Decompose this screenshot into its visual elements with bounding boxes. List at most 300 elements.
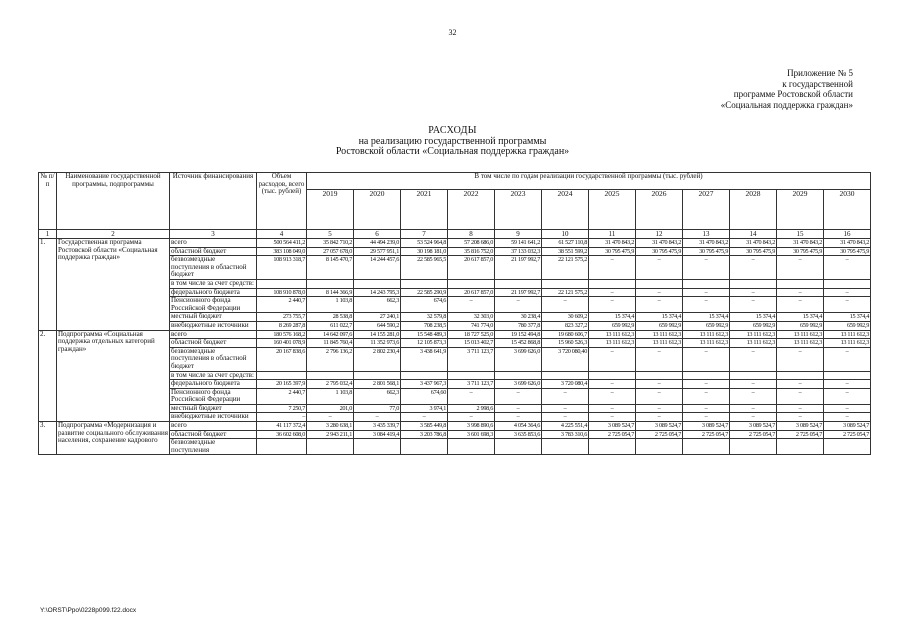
year-amount: – — [824, 288, 871, 297]
total-amount: 108 913 318,7 — [257, 256, 307, 280]
year-amount: 644 590,2 — [354, 321, 401, 330]
year-amount: – — [589, 380, 636, 389]
year-amount: – — [683, 297, 730, 313]
year-amount: 13 111 612,3 — [636, 339, 683, 348]
year-amount: 31 470 843,2 — [824, 239, 871, 248]
year-amount: 30 795 475,9 — [636, 247, 683, 256]
year-amount: 8 145 470,7 — [307, 256, 354, 280]
year-amount: – — [683, 404, 730, 413]
year-amount: 1 103,8 — [307, 388, 354, 404]
year-amount: 674,60 — [401, 388, 448, 404]
page-number: 32 — [448, 28, 457, 37]
year-amount: – — [824, 297, 871, 313]
year-amount: 201,0 — [307, 404, 354, 413]
section-name: Подпрограмма «Социальная поддержка отдельных категорий граждан» — [57, 330, 170, 422]
year-amount: 30 795 475,9 — [683, 247, 730, 256]
year-amount: 2 802 230,4 — [354, 347, 401, 371]
total-amount: 20 167 838,6 — [257, 347, 307, 371]
year-amount: 37 133 032,3 — [495, 247, 542, 256]
column-index: 5 — [307, 230, 354, 239]
column-index: 15 — [777, 230, 824, 239]
year-amount — [401, 279, 448, 288]
year-amount: 15 452 868,8 — [495, 339, 542, 348]
column-index: 6 — [354, 230, 401, 239]
funding-source: областной бюджет — [170, 247, 257, 256]
year-amount: 15 374,4 — [777, 313, 824, 322]
year-amount — [589, 439, 636, 455]
funding-source: федерального бюджета — [170, 288, 257, 297]
year-amount: – — [636, 388, 683, 404]
year-amount — [777, 371, 824, 380]
year-amount — [495, 371, 542, 380]
year-amount — [683, 279, 730, 288]
year-amount: 13 111 612,3 — [636, 330, 683, 339]
year-amount: 31 470 843,2 — [636, 239, 683, 248]
funding-source: Пенсионного фонда Российской Федерации — [170, 388, 257, 404]
year-amount: 3 974,1 — [401, 404, 448, 413]
table-row — [39, 422, 871, 431]
funding-source: внебюджетные источники — [170, 321, 257, 330]
column-index: 2 — [57, 230, 170, 239]
year-amount: 2 725 054,7 — [730, 430, 777, 439]
year-amount: 3 435 339,7 — [354, 422, 401, 431]
year-amount: 30 198 181,0 — [401, 247, 448, 256]
year-amount: 15 374,4 — [683, 313, 730, 322]
year-amount: – — [589, 256, 636, 280]
appendix-line: «Социальная поддержка граждан» — [720, 99, 853, 110]
year-amount: – — [495, 297, 542, 313]
year-amount: – — [448, 413, 495, 422]
year-amount: 15 374,4 — [824, 313, 871, 322]
year-amount: 3 089 524,7 — [824, 422, 871, 431]
year-amount: 29 577 951,1 — [354, 247, 401, 256]
year-amount — [730, 371, 777, 380]
year-amount — [354, 371, 401, 380]
year-amount: – — [777, 297, 824, 313]
year-amount: 14 642 097,6 — [307, 330, 354, 339]
year-header: 2029 — [777, 190, 824, 230]
year-amount — [824, 279, 871, 288]
year-amount: 3 699 626,0 — [495, 347, 542, 371]
year-amount: – — [683, 256, 730, 280]
year-amount: 2 725 054,7 — [824, 430, 871, 439]
year-amount: – — [495, 404, 542, 413]
year-amount: – — [730, 297, 777, 313]
year-amount: 21 197 992,7 — [495, 288, 542, 297]
year-amount: 31 470 843,2 — [683, 239, 730, 248]
column-index: 4 — [257, 230, 307, 239]
year-amount: 13 111 612,3 — [824, 339, 871, 348]
table-row — [39, 239, 871, 248]
year-amount: – — [636, 404, 683, 413]
year-amount: 13 111 612,3 — [730, 330, 777, 339]
year-amount: 3 089 524,7 — [589, 422, 636, 431]
year-amount: 15 548 489,3 — [401, 330, 448, 339]
total-amount — [257, 279, 307, 288]
funding-source: всего — [170, 330, 257, 339]
year-amount: 13 111 612,3 — [683, 330, 730, 339]
year-amount: – — [636, 297, 683, 313]
year-header: 2027 — [683, 190, 730, 230]
year-header: 2025 — [589, 190, 636, 230]
funding-source: в том числе за счет средств: — [170, 279, 257, 288]
year-amount: – — [495, 388, 542, 404]
year-amount: – — [730, 347, 777, 371]
year-amount: 22 585 290,9 — [401, 288, 448, 297]
column-index: 9 — [495, 230, 542, 239]
year-amount: 780 377,8 — [495, 321, 542, 330]
year-amount: 30 795 475,9 — [824, 247, 871, 256]
year-amount: 14 244 457,6 — [354, 256, 401, 280]
year-amount: 53 524 964,8 — [401, 239, 448, 248]
header-row — [39, 173, 871, 190]
year-amount: – — [777, 288, 824, 297]
year-amount: 2 801 568,1 — [354, 380, 401, 389]
header-source: Источник финансирования — [170, 173, 257, 230]
section-name: Государственная программа Ростовской области «Социальная поддержка граждан» — [57, 239, 170, 331]
year-header: 2022 — [448, 190, 495, 230]
year-amount: – — [683, 388, 730, 404]
year-amount: – — [589, 347, 636, 371]
column-index: 3 — [170, 230, 257, 239]
year-amount: – — [542, 297, 589, 313]
year-amount — [636, 279, 683, 288]
year-amount: 4 225 551,4 — [542, 422, 589, 431]
header-no: № п/п — [39, 173, 57, 230]
year-amount: – — [683, 288, 730, 297]
year-amount — [542, 371, 589, 380]
year-amount: – — [636, 256, 683, 280]
year-amount: – — [730, 256, 777, 280]
total-amount: 180 576 168,2 — [257, 330, 307, 339]
year-amount: 19 680 606,7 — [542, 330, 589, 339]
funding-source: местный бюджет — [170, 404, 257, 413]
total-amount: 2 440,7 — [257, 297, 307, 313]
year-amount: 3 084 419,4 — [354, 430, 401, 439]
table-row — [39, 330, 871, 339]
funding-source: в том числе за счет средств: — [170, 371, 257, 380]
year-amount: – — [824, 388, 871, 404]
year-amount: 22 585 965,5 — [401, 256, 448, 280]
year-amount: – — [730, 413, 777, 422]
year-amount: 659 992,9 — [824, 321, 871, 330]
funding-source: Пенсионного фонда Российской Федерации — [170, 297, 257, 313]
column-index: 1 — [39, 230, 57, 239]
year-amount: – — [589, 413, 636, 422]
year-amount: 3 720 080,40 — [542, 347, 589, 371]
year-amount: – — [824, 380, 871, 389]
section-number: 2. — [39, 330, 57, 422]
year-amount: 13 111 612,3 — [683, 339, 730, 348]
header-volume: Объем расходов, всего (тыс. рублей) — [257, 173, 307, 230]
year-amount: – — [730, 404, 777, 413]
year-amount: – — [683, 347, 730, 371]
title-line: на реализацию государственной программы — [358, 135, 547, 147]
year-amount: 57 208 686,0 — [448, 239, 495, 248]
year-amount: – — [401, 413, 448, 422]
funding-source: областной бюджет — [170, 339, 257, 348]
year-amount — [401, 439, 448, 455]
year-amount: – — [448, 388, 495, 404]
year-amount: – — [824, 413, 871, 422]
year-amount: – — [824, 404, 871, 413]
year-amount — [589, 279, 636, 288]
year-amount: – — [542, 413, 589, 422]
year-amount: 3 280 638,1 — [307, 422, 354, 431]
year-amount: 3 089 524,7 — [636, 422, 683, 431]
total-amount: 7 250,7 — [257, 404, 307, 413]
year-amount: – — [777, 380, 824, 389]
year-amount: 3 089 524,7 — [777, 422, 824, 431]
year-amount: 13 111 612,3 — [589, 339, 636, 348]
year-header: 2024 — [542, 190, 589, 230]
year-amount — [636, 439, 683, 455]
year-amount: – — [824, 256, 871, 280]
year-amount — [636, 371, 683, 380]
year-amount: 28 538,8 — [307, 313, 354, 322]
column-index: 7 — [401, 230, 448, 239]
total-amount — [257, 439, 307, 455]
year-amount: 59 141 641,2 — [495, 239, 542, 248]
year-amount: 31 470 843,2 — [589, 239, 636, 248]
year-amount: 11 845 760,4 — [307, 339, 354, 348]
year-amount: – — [542, 388, 589, 404]
total-amount: 500 564 411,2 — [257, 239, 307, 248]
year-amount: 3 585 449,8 — [401, 422, 448, 431]
funding-source: местный бюджет — [170, 313, 257, 322]
year-amount: 3 601 698,3 — [448, 430, 495, 439]
year-amount — [730, 439, 777, 455]
year-amount: 32 303,0 — [448, 313, 495, 322]
funding-source: всего — [170, 239, 257, 248]
appendix-line: Приложение № 5 — [787, 68, 853, 78]
year-amount: – — [636, 288, 683, 297]
total-amount: 2 440,7 — [257, 388, 307, 404]
year-amount: – — [730, 388, 777, 404]
year-amount: 659 992,9 — [683, 321, 730, 330]
year-amount — [401, 371, 448, 380]
year-amount: 659 992,9 — [636, 321, 683, 330]
year-amount: 18 727 525,0 — [448, 330, 495, 339]
year-amount — [542, 439, 589, 455]
year-amount: 15 960 526,3 — [542, 339, 589, 348]
year-amount — [354, 439, 401, 455]
year-amount — [589, 371, 636, 380]
year-amount: 30 609,2 — [542, 313, 589, 322]
year-amount: 3 998 890,6 — [448, 422, 495, 431]
year-amount: 3 783 310,6 — [542, 430, 589, 439]
year-amount: 30 238,4 — [495, 313, 542, 322]
year-amount: 12 105 873,3 — [401, 339, 448, 348]
funding-source: безвозмездные поступления — [170, 439, 257, 455]
year-amount: – — [777, 347, 824, 371]
funding-source: безвозмездные поступления в областной бюджет — [170, 347, 257, 371]
year-amount: 19 152 494,8 — [495, 330, 542, 339]
year-amount — [307, 439, 354, 455]
section-number: 3. — [39, 422, 57, 455]
year-amount — [777, 279, 824, 288]
year-amount: 674,6 — [401, 297, 448, 313]
year-amount: 3 720 080,4 — [542, 380, 589, 389]
year-amount — [495, 439, 542, 455]
year-amount: 27 057 678,0 — [307, 247, 354, 256]
year-amount — [730, 279, 777, 288]
year-amount: 662,3 — [354, 297, 401, 313]
year-amount — [354, 279, 401, 288]
year-amount: 2 725 054,7 — [636, 430, 683, 439]
year-amount: – — [777, 404, 824, 413]
funding-source: безвозмездные поступления в областной бюджет — [170, 256, 257, 280]
year-amount: 2 998,6 — [448, 404, 495, 413]
year-amount: 3 711 123,7 — [448, 347, 495, 371]
year-amount: – — [589, 297, 636, 313]
year-amount: 3 203 786,8 — [401, 430, 448, 439]
year-amount: 3 711 123,7 — [448, 380, 495, 389]
column-index: 10 — [542, 230, 589, 239]
year-header: 2030 — [824, 190, 871, 230]
year-amount: 1 103,8 — [307, 297, 354, 313]
year-amount: – — [777, 388, 824, 404]
column-index: 11 — [589, 230, 636, 239]
file-path-footer: Y:\ORST\Ppo\0228p099.f22.docx — [40, 607, 137, 614]
year-amount: 662,3 — [354, 388, 401, 404]
year-amount: 2 725 054,7 — [683, 430, 730, 439]
year-amount: – — [777, 256, 824, 280]
year-amount: – — [636, 380, 683, 389]
year-amount: 15 013 402,7 — [448, 339, 495, 348]
year-amount: 13 111 612,3 — [777, 339, 824, 348]
title-line: РАСХОДЫ — [428, 125, 477, 136]
year-amount — [824, 371, 871, 380]
year-amount: 14 243 795,3 — [354, 288, 401, 297]
header-name: Наименование государственной программы, подпрограммы — [57, 173, 170, 230]
year-amount: 659 992,9 — [589, 321, 636, 330]
funding-source: внебюджетные источники — [170, 413, 257, 422]
funding-source: областной бюджет — [170, 430, 257, 439]
year-amount: 32 579,8 — [401, 313, 448, 322]
year-amount: 30 795 475,9 — [730, 247, 777, 256]
year-amount: 13 111 612,3 — [730, 339, 777, 348]
year-amount: – — [495, 413, 542, 422]
year-amount: 35 816 752,0 — [448, 247, 495, 256]
year-amount: 659 992,9 — [730, 321, 777, 330]
year-amount: 20 617 857,0 — [448, 256, 495, 280]
year-amount: – — [730, 288, 777, 297]
year-amount — [448, 439, 495, 455]
year-amount: 38 551 599,2 — [542, 247, 589, 256]
year-amount — [683, 439, 730, 455]
section-number: 1. — [39, 239, 57, 331]
year-amount — [448, 279, 495, 288]
year-header: 2019 — [307, 190, 354, 230]
year-amount: 14 155 281,0 — [354, 330, 401, 339]
year-amount: 13 111 612,3 — [824, 330, 871, 339]
column-index: 16 — [824, 230, 871, 239]
year-amount — [683, 371, 730, 380]
year-amount: 823 327,2 — [542, 321, 589, 330]
column-index: 12 — [636, 230, 683, 239]
year-amount: 741 774,0 — [448, 321, 495, 330]
year-amount: 22 121 575,2 — [542, 256, 589, 280]
year-amount: – — [542, 404, 589, 413]
year-amount: 3 089 524,7 — [683, 422, 730, 431]
year-amount: – — [824, 347, 871, 371]
year-amount: 13 111 612,3 — [777, 330, 824, 339]
year-amount: 4 054 364,6 — [495, 422, 542, 431]
appendix-line: к государственной — [782, 78, 853, 89]
total-amount: 36 602 608,0 — [257, 430, 307, 439]
year-amount — [542, 279, 589, 288]
year-amount: – — [683, 413, 730, 422]
total-amount: 383 108 049,0 — [257, 247, 307, 256]
year-amount: – — [589, 388, 636, 404]
year-amount: 44 494 239,0 — [354, 239, 401, 248]
year-amount: 8 144 366,9 — [307, 288, 354, 297]
year-amount: – — [683, 380, 730, 389]
year-amount — [307, 279, 354, 288]
column-index-row — [39, 230, 871, 239]
appendix-header — [653, 68, 853, 110]
year-amount: – — [448, 297, 495, 313]
year-amount: 30 795 475,9 — [777, 247, 824, 256]
column-index: 14 — [730, 230, 777, 239]
year-amount — [777, 439, 824, 455]
total-amount: – — [257, 413, 307, 422]
year-amount: – — [636, 347, 683, 371]
year-amount: 30 795 475,9 — [589, 247, 636, 256]
document-title — [0, 126, 905, 158]
year-amount — [495, 279, 542, 288]
year-amount — [448, 371, 495, 380]
year-amount — [824, 439, 871, 455]
year-amount: – — [354, 413, 401, 422]
year-amount: 27 240,1 — [354, 313, 401, 322]
year-header: 2021 — [401, 190, 448, 230]
expenditure-table — [38, 172, 871, 455]
year-amount: 13 111 612,3 — [589, 330, 636, 339]
year-amount: 20 617 857,0 — [448, 288, 495, 297]
title-line: Ростовской области «Социальная поддержка граждан» — [335, 146, 570, 157]
year-amount: 31 470 843,2 — [777, 239, 824, 248]
year-amount: – — [589, 288, 636, 297]
year-amount — [307, 371, 354, 380]
year-amount: 61 527 110,8 — [542, 239, 589, 248]
total-amount: 108 910 878,0 — [257, 288, 307, 297]
year-amount: 3 437 967,3 — [401, 380, 448, 389]
year-amount: 2 725 054,7 — [777, 430, 824, 439]
year-amount: – — [307, 413, 354, 422]
year-amount: 15 374,4 — [589, 313, 636, 322]
year-amount: 2 795 032,4 — [307, 380, 354, 389]
year-amount: 35 842 710,2 — [307, 239, 354, 248]
total-amount — [257, 371, 307, 380]
year-amount: – — [777, 413, 824, 422]
year-amount: 2 796 136,2 — [307, 347, 354, 371]
year-header: 2028 — [730, 190, 777, 230]
year-header: 2023 — [495, 190, 542, 230]
year-amount: 22 121 575,2 — [542, 288, 589, 297]
year-amount: 11 352 973,6 — [354, 339, 401, 348]
section-name: Подпрограмма «Модернизация и развитие социального обслуживания населения, сохранение кадрового — [57, 422, 170, 455]
year-amount: 3 635 853,6 — [495, 430, 542, 439]
year-amount: 708 238,5 — [401, 321, 448, 330]
total-amount: 273 755,7 — [257, 313, 307, 322]
year-amount: 2 725 054,7 — [589, 430, 636, 439]
year-amount: – — [730, 380, 777, 389]
year-amount: 77,0 — [354, 404, 401, 413]
year-amount: 659 992,9 — [777, 321, 824, 330]
year-amount: 3 699 626,0 — [495, 380, 542, 389]
